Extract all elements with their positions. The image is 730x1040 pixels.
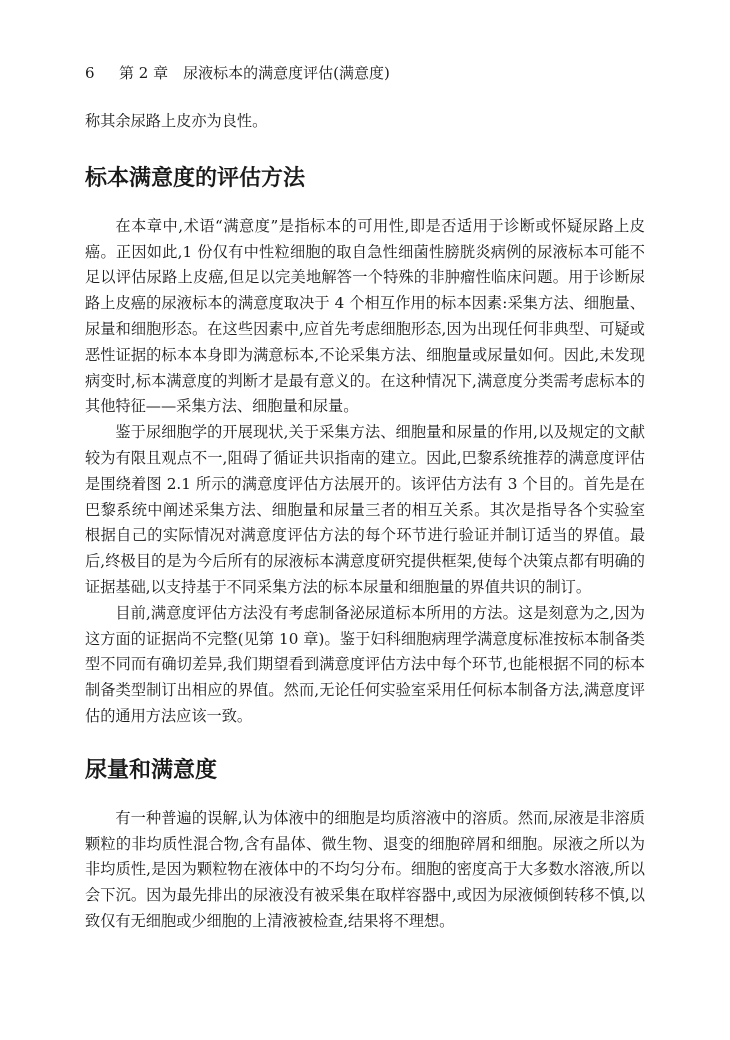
body-paragraph: 在本章中,术语“满意度”是指标本的可用性,即是否适用于诊断或怀疑尿路上皮癌。正因如此,1 份仅有中性粒细胞的取自急性细菌性膀胱炎病例的尿液标本可能不足以评估尿路上皮癌,但足以完美地解答一个特殊的非肿瘤性临床问题。用于诊断尿路上皮癌的尿液标本的满意度取决于 4 个相互作用的标本因素:采集方法、细胞量、尿量和细胞形态。在这些因素中,应首先考虑细胞形态,因为出现任何非典型、可疑或恶性证据的标本本身即为满意标本,不论采集方法、细胞量或尿量如何。因此,未发现病变时,标本满意度的判断才是最有意义的。在这种情况下,满意度分类需考虑标本的其他特征——采集方法、细胞量和尿量。 <box>85 216 645 416</box>
section-heading-assessment-method: 标本满意度的评估方法 <box>85 165 306 191</box>
page-number: 6 <box>85 64 95 82</box>
running-head <box>85 62 645 84</box>
body-paragraph: 鉴于尿细胞学的开展现状,关于采集方法、细胞量和尿量的作用,以及规定的文献较为有限且观点不一,阻碍了循证共识指南的建立。因此,巴黎系统推荐的满意度评估是围绕着图 2.1 所示的满意度评估方法展开的。该评估方法有 3 个目的。首先是在巴黎系统中阐述采集方法、细胞量和尿量三者的相互关系。其次是指导各个实验室根据自己的实际情况对满意度评估方法的每个环节进行验证并制订适当的界值。最后,终极目的是为今后所有的尿液标本满意度研究提供框架,使每个决策点都有明确的证据基础,以支持基于不同采集方法的标本尿量和细胞量的界值共识的制订。 <box>85 423 645 596</box>
body-paragraph: 目前,满意度评估方法没有考虑制备泌尿道标本所用的方法。这是刻意为之,因为这方面的证据尚不完整(见第 10 章)。鉴于妇科细胞病理学满意度标准按标本制备类型不同而有确切差异,我们期望看到满意度评估方法中每个环节,也能根据不同的标本制备类型制订出相应的界值。然而,无论任何实验室采用任何标本制备方法,满意度评估的通用方法应该一致。 <box>85 603 645 725</box>
body-paragraph: 有一种普遍的误解,认为体液中的细胞是均质溶液中的溶质。然而,尿液是非溶质颗粒的非均质性混合物,含有晶体、微生物、退变的细胞碎屑和细胞。尿液之所以为非均质性,是因为颗粒物在液体中的不均匀分布。细胞的密度高于大多数水溶液,所以会下沉。因为最先排出的尿液没有被采集在取样容器中,或因为尿液倾倒转移不慎,以致仅有无细胞或少细胞的上清液被检查,结果将不理想。 <box>85 808 645 930</box>
section-heading-urine-volume: 尿量和满意度 <box>85 757 218 783</box>
chapter-title: 尿液标本的满意度评估(满意度) <box>183 64 390 82</box>
continuation-paragraph: 称其余尿路上皮亦为良性。 <box>85 112 268 130</box>
chapter-label: 第 2 章 <box>119 64 169 82</box>
book-page <box>85 62 645 935</box>
